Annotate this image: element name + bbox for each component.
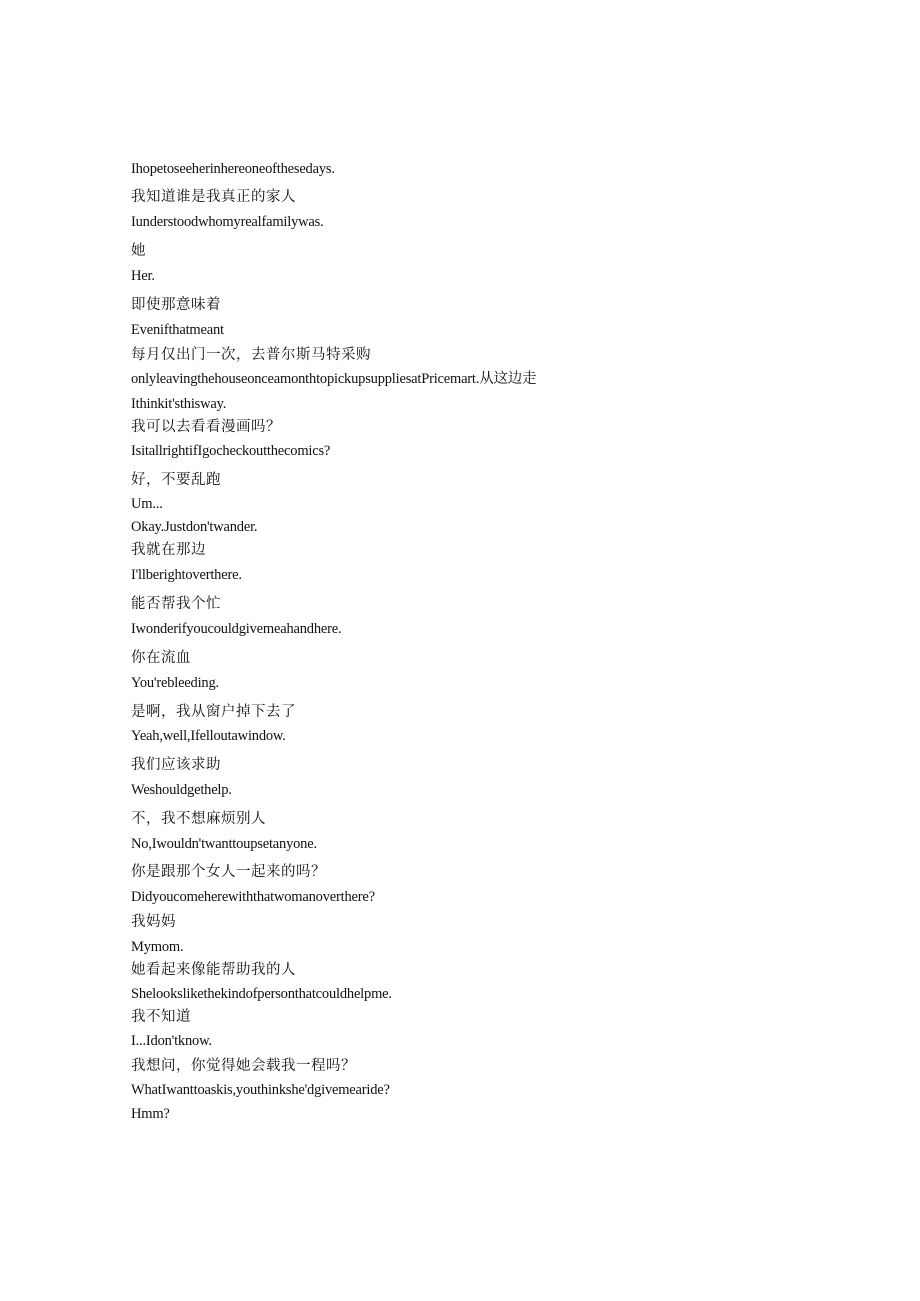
text-line: WhatIwanttoaskis,youthinkshe'dgivemearide? xyxy=(131,1082,390,1098)
text-line: 你在流血 xyxy=(131,650,191,666)
text-line: Her. xyxy=(131,268,155,284)
text-line: 好，不要乱跑 xyxy=(131,472,221,488)
text-line: 我们应该求助 xyxy=(131,757,221,773)
text-line: No,Iwouldn'twanttoupsetanyone. xyxy=(131,836,317,852)
text-line: 她看起来像能帮助我的人 xyxy=(131,962,296,978)
text-line: Ithinkit'sthisway. xyxy=(131,396,227,412)
text-line: IsitallrightifIgocheckoutthecomics? xyxy=(131,443,331,459)
text-line: You'rebleeding. xyxy=(131,675,219,691)
text-line: 能否帮我个忙 xyxy=(131,596,221,612)
text-line: 我就在那边 xyxy=(131,542,206,558)
text-line: 每月仅出门一次，去普尔斯马特采购 xyxy=(131,347,371,363)
text-line: I'llberightoverthere. xyxy=(131,567,242,583)
text-line: 她 xyxy=(131,243,146,259)
text-line: 我想问，你觉得她会载我一程吗？ xyxy=(131,1058,356,1074)
text-line: I...Idon'tknow. xyxy=(131,1033,212,1049)
text-line: Okay.Justdon'twander. xyxy=(131,519,258,535)
text-line: Um... xyxy=(131,496,163,512)
text-line: Yeah,well,Ifelloutawindow. xyxy=(131,728,286,744)
text-line: Shelookslikethekindofpersonthatcouldhelpme. xyxy=(131,986,392,1002)
text-line: Ihopetoseeherinhereoneofthesedays. xyxy=(131,161,335,177)
text-line: 我不知道 xyxy=(131,1009,191,1025)
text-line: 你是跟那个女人一起来的吗？ xyxy=(131,864,326,880)
text-line: Hmm? xyxy=(131,1106,170,1122)
text-line: 即使那意味着 xyxy=(131,297,221,313)
text-line: Didyoucomeherewiththatwomanoverthere? xyxy=(131,889,375,905)
text-line: Weshouldgethelp. xyxy=(131,782,232,798)
text-line: 我知道谁是我真正的家人 xyxy=(131,189,296,205)
text-line: Mymom. xyxy=(131,939,184,955)
text-line: Iunderstoodwhomyrealfamilywas. xyxy=(131,214,324,230)
text-line: Evenifthatmeant xyxy=(131,322,224,338)
text-line: 我可以去看看漫画吗？ xyxy=(131,419,281,435)
text-line: 不，我不想麻烦别人 xyxy=(131,811,266,827)
text-line: 是啊，我从窗户掉下去了 xyxy=(131,704,296,720)
text-line: onlyleavingthehouseonceamonthtopickupsuppliesatPricemart.从这边走 xyxy=(131,371,537,387)
text-line: Iwonderifyoucouldgivemeahandhere. xyxy=(131,621,342,637)
text-line: 我妈妈 xyxy=(131,914,176,930)
